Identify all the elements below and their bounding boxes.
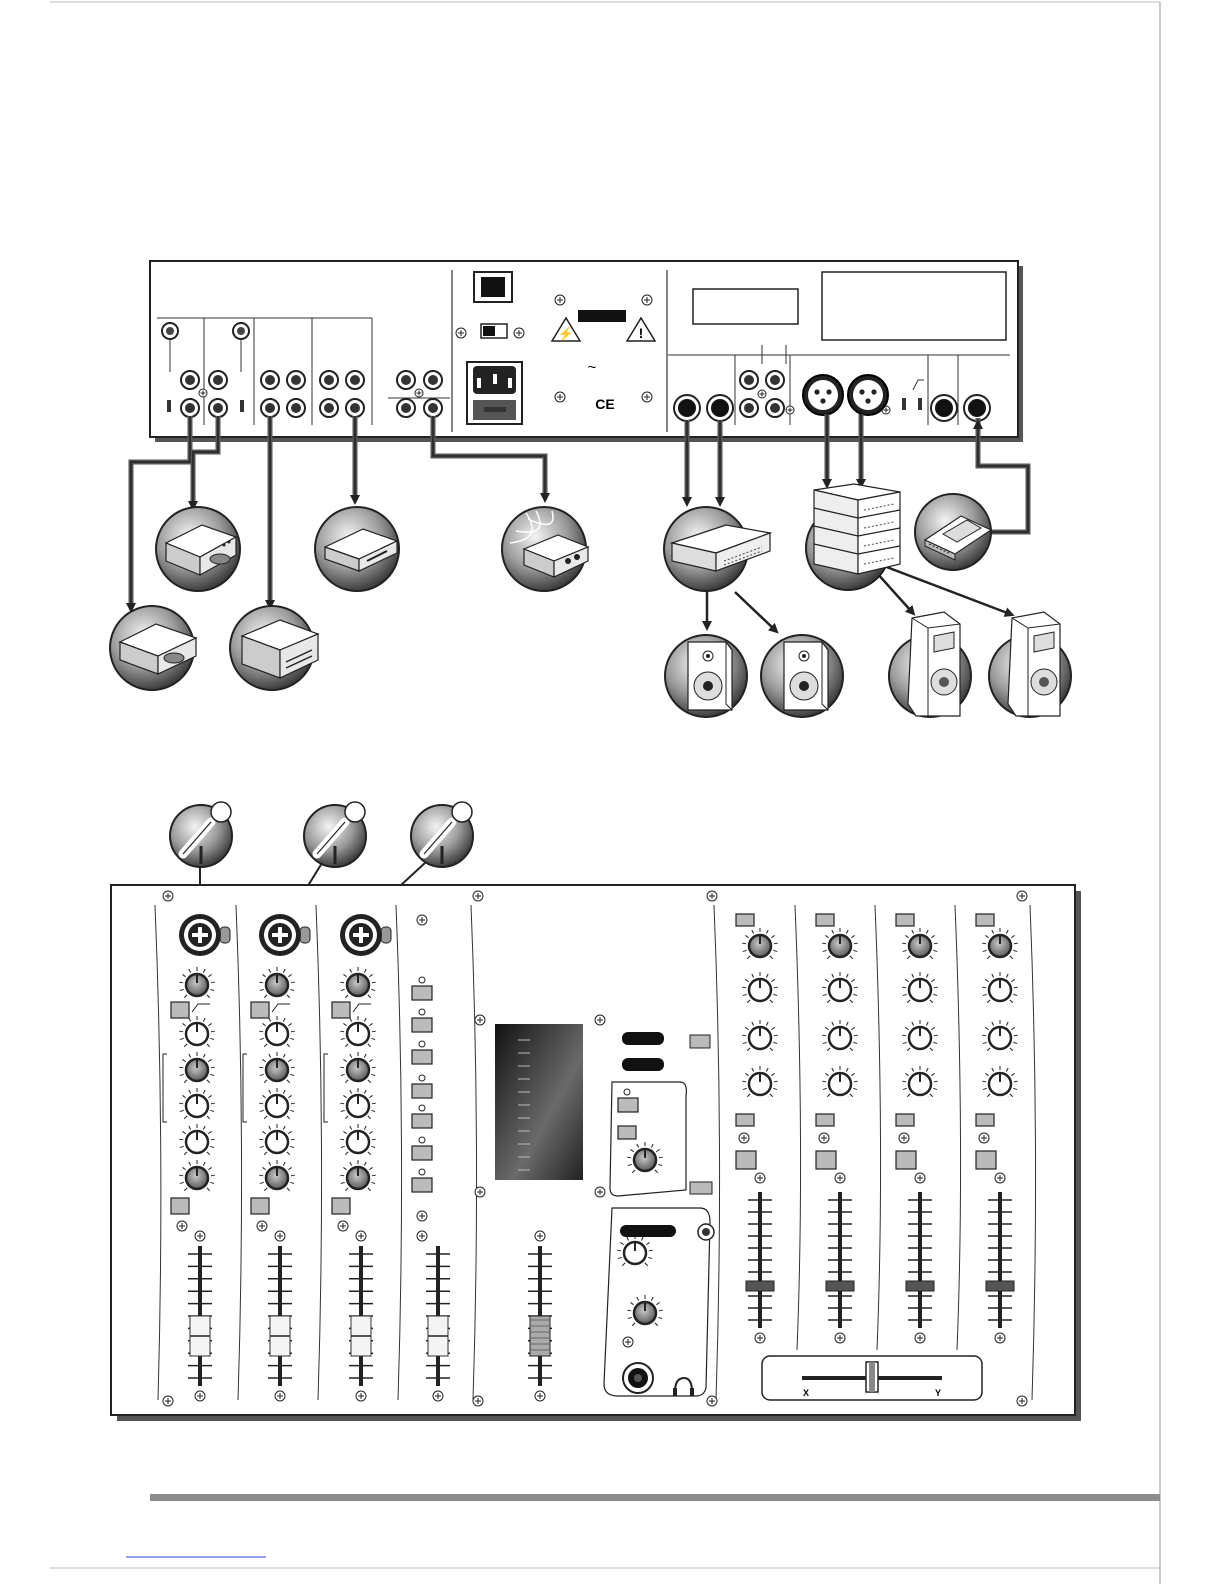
rca-jack[interactable]: [181, 371, 199, 389]
source-switch[interactable]: [896, 914, 914, 926]
studio-monitor-icon: [761, 635, 843, 717]
level-meter: [495, 1024, 583, 1180]
info-label-plate: [822, 272, 1006, 340]
screw: [535, 1391, 545, 1401]
rca-jack[interactable]: [424, 399, 442, 417]
channel-fader[interactable]: [268, 1246, 292, 1386]
screw: [739, 1133, 749, 1143]
screw: [473, 1396, 483, 1406]
screw: [995, 1333, 1005, 1343]
indicator-led: [419, 1009, 425, 1015]
cable-monitor-speakers: [707, 590, 775, 630]
screw: [415, 389, 423, 397]
channel-fader[interactable]: [188, 1246, 212, 1386]
screw: [275, 1391, 285, 1401]
screw: [195, 1391, 205, 1401]
headphone-jack-rear[interactable]: [931, 395, 957, 421]
source-switch[interactable]: [976, 914, 994, 926]
assign-switch[interactable]: [976, 1114, 994, 1126]
mic-assign-switch[interactable]: [690, 1035, 710, 1048]
screw: [417, 915, 427, 925]
headphone-cue-indicator: [698, 1224, 714, 1240]
screw: [475, 1015, 485, 1025]
rca-jack[interactable]: [346, 399, 364, 417]
function-switch[interactable]: [412, 1114, 432, 1128]
rca-jack[interactable]: [766, 399, 784, 417]
pad-switch[interactable]: [332, 1002, 350, 1018]
rca-jack[interactable]: [320, 371, 338, 389]
screw: [1017, 891, 1027, 901]
headphone-split-button[interactable]: [620, 1225, 676, 1237]
screw: [755, 1333, 765, 1343]
screw: [177, 1221, 187, 1231]
rca-jack[interactable]: [740, 371, 758, 389]
screw: [1017, 1396, 1027, 1406]
screw: [915, 1173, 925, 1183]
booth-jack-left[interactable]: [674, 395, 700, 421]
screw: [819, 1133, 829, 1143]
assign-switch[interactable]: [816, 1114, 834, 1126]
indicator-led: [419, 1041, 425, 1047]
screw: [257, 1221, 267, 1231]
voltage-selector[interactable]: [481, 324, 507, 338]
screw: [475, 1187, 485, 1197]
rca-jack[interactable]: [181, 399, 199, 417]
function-switch[interactable]: [412, 1146, 432, 1160]
screw: [163, 1396, 173, 1406]
mic-talkover-button[interactable]: [622, 1032, 664, 1045]
crossfader-label-y: Y: [934, 1388, 942, 1398]
screw: [199, 389, 207, 397]
foot-switch-jack[interactable]: [964, 395, 990, 421]
cue-button[interactable]: [896, 1151, 916, 1169]
indicator-led: [419, 1137, 425, 1143]
channel-fader[interactable]: [349, 1246, 373, 1386]
gain-switch-2[interactable]: [918, 398, 922, 410]
screw: [195, 1231, 205, 1241]
rca-jack[interactable]: [209, 371, 227, 389]
screw: [535, 1231, 545, 1241]
screw: [417, 1231, 427, 1241]
function-switch[interactable]: [412, 1018, 432, 1032]
rca-jack[interactable]: [740, 399, 758, 417]
screw: [456, 328, 466, 338]
screw: [555, 392, 565, 402]
phono-switch-2[interactable]: [240, 400, 244, 412]
turntable-icon: [502, 507, 588, 591]
cue-button[interactable]: [736, 1151, 756, 1169]
rca-jack[interactable]: [766, 371, 784, 389]
screw: [835, 1173, 845, 1183]
svg-text:⚡: ⚡: [557, 326, 575, 341]
screw: [915, 1333, 925, 1343]
screw: [356, 1231, 366, 1241]
cue-button[interactable]: [332, 1198, 350, 1214]
rca-jack[interactable]: [209, 399, 227, 417]
screw: [642, 392, 652, 402]
mixer-top-panel: [111, 885, 1081, 1421]
indicator-led: [624, 1089, 630, 1095]
assign-switch[interactable]: [896, 1114, 914, 1126]
screw: [979, 1133, 989, 1143]
screw: [595, 1187, 605, 1197]
studio-monitor-icon: [665, 635, 747, 717]
channel-fader[interactable]: [426, 1246, 450, 1386]
screw: [623, 1337, 633, 1347]
function-switch[interactable]: [412, 986, 432, 1000]
pad-switch[interactable]: [171, 1002, 189, 1018]
microphone-icon: [170, 802, 232, 867]
vcr-icon: [230, 606, 318, 690]
screw: [995, 1173, 1005, 1183]
function-switch[interactable]: [412, 1050, 432, 1064]
gain-switch-1[interactable]: [902, 398, 906, 410]
xlr-output-right[interactable]: [848, 375, 888, 415]
mic-eq-switch[interactable]: [618, 1098, 638, 1112]
channel-fader[interactable]: [986, 1192, 1014, 1328]
function-switch[interactable]: [412, 1178, 432, 1192]
mic-cue-switch[interactable]: [618, 1126, 636, 1139]
fuse-label-plate: [578, 310, 626, 322]
indicator-led: [419, 1075, 425, 1081]
screw: [338, 1221, 348, 1231]
microphone-icon: [304, 802, 366, 867]
pa-speaker-icon: [889, 612, 971, 717]
mic-on-button[interactable]: [622, 1058, 664, 1071]
rca-jack[interactable]: [397, 371, 415, 389]
rca-jack[interactable]: [346, 371, 364, 389]
assign-switch[interactable]: [736, 1114, 754, 1126]
screw: [275, 1231, 285, 1241]
rca-jack[interactable]: [287, 399, 305, 417]
serial-label-plate: [693, 289, 798, 324]
rca-jack[interactable]: [320, 399, 338, 417]
booth-jack-right[interactable]: [707, 395, 733, 421]
indicator-led: [419, 1105, 425, 1111]
power-switch[interactable]: [474, 272, 512, 302]
channel-fader[interactable]: [528, 1246, 552, 1386]
channel-fader[interactable]: [826, 1192, 854, 1328]
cue-button[interactable]: [171, 1198, 189, 1214]
tape-deck-icon: [315, 507, 399, 591]
cue-mode-switch[interactable]: [690, 1182, 712, 1194]
function-switch[interactable]: [412, 1084, 432, 1098]
cd-player-icon: [110, 606, 196, 690]
screw: [899, 1133, 909, 1143]
source-switch[interactable]: [816, 914, 834, 926]
screw: [835, 1333, 845, 1343]
screw: [755, 1173, 765, 1183]
source-switch[interactable]: [736, 914, 754, 926]
phono-switch-1[interactable]: [167, 400, 171, 412]
microphone-icon: [411, 802, 473, 867]
pa-speaker-icon: [989, 612, 1071, 717]
svg-text:!: !: [638, 325, 644, 341]
screw: [555, 295, 565, 305]
screw: [356, 1391, 366, 1401]
ac-power-symbol: ~: [587, 359, 597, 376]
pad-switch[interactable]: [251, 1002, 269, 1018]
rca-jack[interactable]: [287, 371, 305, 389]
headphone-jack[interactable]: [623, 1363, 653, 1393]
channel-fader[interactable]: [746, 1192, 774, 1328]
cue-button[interactable]: [251, 1198, 269, 1214]
amplifier-rack-icon: [806, 484, 900, 590]
footer-bar: [150, 1494, 1160, 1501]
cd-player-icon: [156, 507, 240, 591]
xlr-output-left[interactable]: [803, 375, 843, 415]
ce-mark: CE: [595, 396, 615, 412]
screw: [642, 295, 652, 305]
crossfader-knob[interactable]: [866, 1362, 878, 1392]
crossfader-label-x: X: [802, 1388, 810, 1398]
screw: [758, 390, 766, 398]
indicator-led: [419, 1169, 425, 1175]
rca-jack[interactable]: [397, 399, 415, 417]
foot-switch-icon: [915, 494, 991, 570]
screw: [433, 1391, 443, 1401]
power-amplifier-icon: [664, 507, 770, 591]
cue-button[interactable]: [976, 1151, 996, 1169]
screw: [786, 406, 794, 414]
channel-fader[interactable]: [906, 1192, 934, 1328]
screw: [595, 1015, 605, 1025]
rca-jack[interactable]: [261, 399, 279, 417]
screw: [417, 1211, 427, 1221]
screw: [707, 1396, 717, 1406]
indicator-led: [419, 977, 425, 983]
screw: [163, 891, 173, 901]
rca-jack[interactable]: [424, 371, 442, 389]
screw: [473, 891, 483, 901]
cue-button[interactable]: [816, 1151, 836, 1169]
screw: [707, 891, 717, 901]
rca-jack[interactable]: [261, 371, 279, 389]
power-inlet[interactable]: [467, 362, 522, 424]
screw: [514, 328, 524, 338]
cable-pa-speakers: [876, 566, 1010, 614]
